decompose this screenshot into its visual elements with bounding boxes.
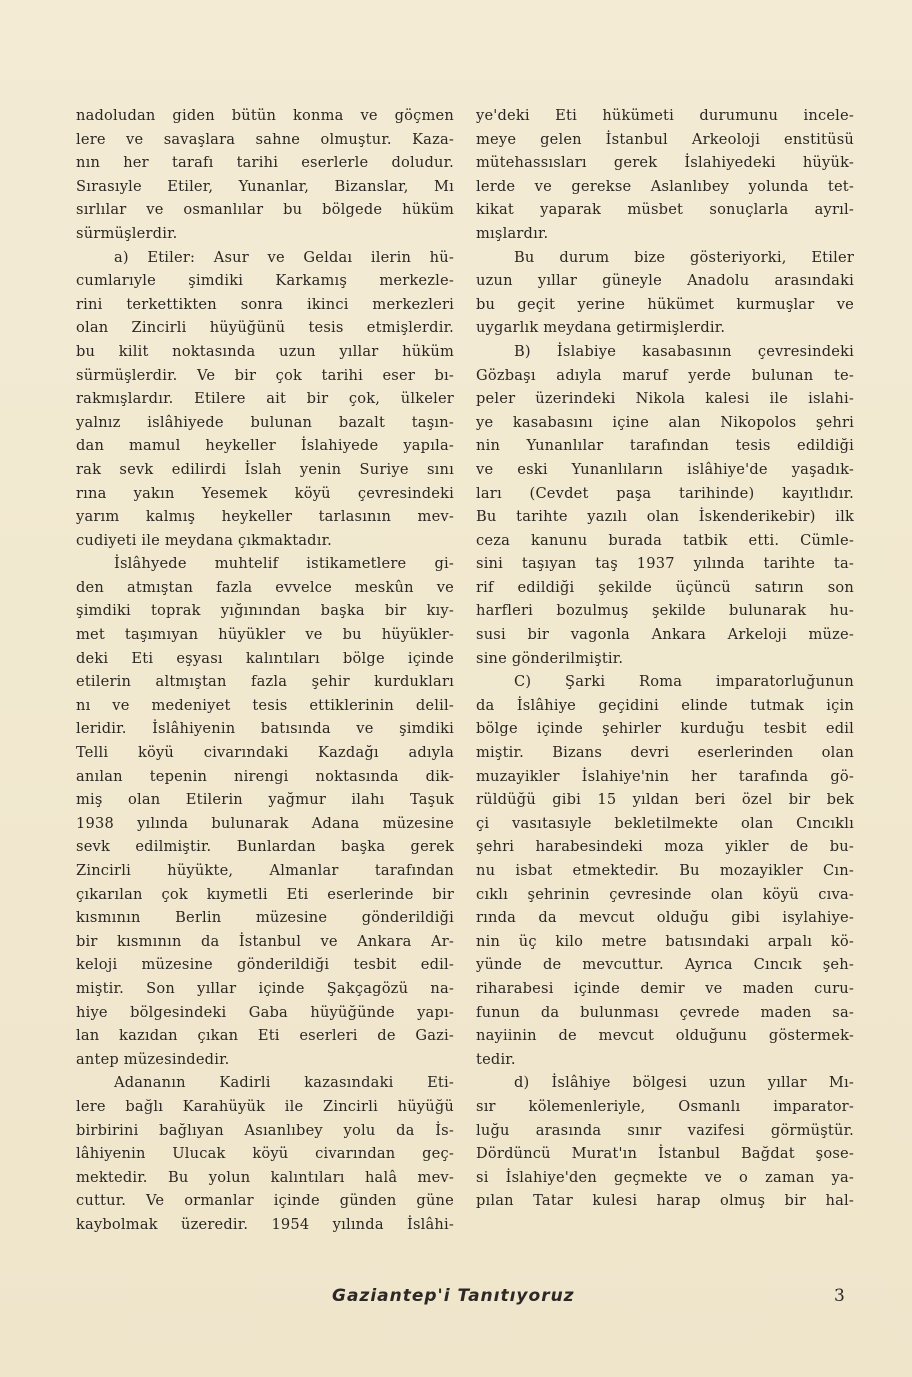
text-line: yalnız islâhiyede bulunan bazalt taşın- — [76, 413, 454, 431]
text-line: yarım kalmış heykeller tarlasının mev- — [76, 508, 454, 526]
text-line: susi bir vagonla Ankara Arkeloji müze- — [476, 626, 854, 644]
text-line: sürmüşlerdir. Ve bir çok tarihi eser bı- — [76, 366, 454, 384]
text-line: rak sevk edilirdi İslah yenin Suriye sını — [76, 460, 454, 478]
text-line: İslâhyede muhtelif istikametlere gi- — [114, 555, 454, 573]
text-line: si İslahiye'den geçmekte ve o zaman ya- — [476, 1168, 854, 1186]
text-line: luğu arasında sınır vazifesi görmüştür. — [476, 1121, 854, 1139]
text-line: sine gönderilmiştir. — [476, 649, 624, 667]
text-line: bölge içinde şehirler kurduğu tesbit edil — [476, 720, 854, 738]
text-line: rif edildiği şekilde üçüncü satırın son — [476, 578, 854, 596]
text-line: tedir. — [476, 1050, 516, 1068]
text-line: nin Yunanlılar tarafından tesis edildiği — [476, 437, 854, 455]
text-line: nin üç kilo metre batısındaki arpalı kö- — [476, 932, 854, 950]
text-line: sürmüşlerdir. — [76, 224, 178, 242]
text-line: cudiyeti ile meydana çıkmaktadır. — [76, 531, 332, 549]
text-line: ve eski Yunanlıların islâhiye'de yaşadık- — [476, 460, 854, 478]
text-line: sini taşıyan taş 1937 yılında tarihte ta- — [476, 555, 854, 573]
text-line: da İslâhiye geçidini elinde tutmak için — [476, 696, 854, 714]
text-line: cumlarıyle şimdiki Karkamış merkezle- — [76, 272, 454, 290]
text-line: yünde de mevcuttur. Ayrıca Cıncık şeh- — [476, 956, 854, 974]
text-line: lerde ve gerekse Aslanlıbey yolunda tet- — [476, 177, 854, 195]
text-line: deki Eti eşyası kalıntıları bölge içinde — [76, 649, 454, 667]
text-line: riharabesi içinde demir ve maden curu- — [476, 979, 854, 997]
text-line: şimdiki toprak yığınından başka bir kıy- — [76, 602, 454, 620]
text-line: ları (Cevdet paşa tarihinde) kayıtlıdır. — [476, 484, 854, 502]
text-line: lan kazıdan çıkan Eti eserleri de Gazi- — [76, 1027, 454, 1045]
text-line: d) İslâhiye bölgesi uzun yıllar Mı- — [514, 1074, 854, 1092]
text-line: pılan Tatar kulesi harap olmuş bir hal- — [476, 1192, 854, 1210]
text-line: etilerin altmıştan fazla şehir kurdukları — [76, 673, 454, 691]
text-line: miş olan Etilerin yağmur ilahı Taşuk — [76, 791, 454, 809]
text-line: met taşımıyan hüyükler ve bu hüyükler- — [76, 626, 454, 644]
text-line: uygarlık meydana getirmişlerdir. — [476, 319, 726, 337]
text-line: miştir. Son yıllar içinde Şakçagözü na- — [76, 979, 454, 997]
text-line: antep müzesindedir. — [76, 1050, 230, 1068]
text-line: nı ve medeniyet tesis ettiklerinin delil- — [76, 696, 454, 714]
text-line: mektedir. Bu yolun kalıntıları halâ mev- — [76, 1168, 454, 1186]
text-line: 1938 yılında bulunarak Adana müzesine — [76, 814, 454, 832]
text-line: nın her tarafı tarihi eserlerle doludur. — [76, 154, 454, 172]
text-line: lere ve savaşlara sahne olmuştur. Kaza- — [76, 130, 454, 148]
text-line: ye'deki Eti hükümeti durumunu incele- — [476, 107, 854, 124]
text-line: rüldüğü gibi 15 yıldan beri özel bir bek — [476, 791, 854, 809]
text-line: sırlılar ve osmanlılar bu bölgede hüküm — [76, 201, 454, 219]
text-line: C) Şarki Roma imparatorluğunun — [514, 673, 854, 691]
text-line: harfleri bozulmuş şekilde bulunarak hu- — [476, 602, 854, 620]
text-line: bu kilit noktasında uzun yıllar hüküm — [76, 342, 454, 360]
text-line: leridir. İslâhiyenin batısında ve şimdiki — [76, 720, 454, 738]
text-line: dan mamul heykeller İslahiyede yapıla- — [76, 437, 454, 455]
text-line: bir kısmının da İstanbul ve Ankara Ar- — [76, 932, 454, 950]
text-line: ceza kanunu burada tatbik etti. Cümle- — [476, 531, 854, 549]
text-line: Bu tarihte yazılı olan İskenderikebir) ilk — [476, 508, 854, 526]
text-line: birbirini bağlıyan Asıanlıbey yolu da İs- — [76, 1121, 454, 1139]
text-line: kısmının Berlin müzesine gönderildiği — [76, 909, 454, 927]
text-line: rini terkettikten sonra ikinci merkezleri — [76, 295, 454, 313]
text-line: Gözbaşı adıyla maruf yerde bulunan te- — [476, 366, 854, 384]
text-line: B) İslabiye kasabasının çevresindeki — [514, 342, 854, 360]
text-line: rakmışlardır. Etilere ait bir çok, ülkeler — [76, 390, 454, 408]
text-line: kikat yaparak müsbet sonuçlarla ayrıl- — [476, 201, 854, 219]
text-line: nayiinin de mevcut olduğunu göstermek- — [476, 1027, 854, 1045]
right-text-column — [476, 104, 854, 1213]
page-number: 3 — [834, 1286, 845, 1306]
text-line: den atmıştan fazla evvelce meskûn ve — [76, 578, 454, 596]
text-line: anılan tepenin nirengi noktasında dik- — [76, 767, 454, 785]
text-line: a) Etiler: Asur ve Geldaı ilerin hü- — [114, 248, 454, 266]
footer-title: Gaziantep'i Tanıtıyoruz — [332, 1286, 575, 1306]
text-line: mütehassısları gerek İslahiyedeki hüyük- — [476, 154, 854, 172]
text-line: bu geçit yerine hükümet kurmuşlar ve — [476, 295, 854, 313]
text-line: ye kasabasını içine alan Nikopolos şehri — [476, 413, 854, 431]
text-line: peler üzerindeki Nikola kalesi ile islahi- — [476, 390, 854, 408]
text-line: cıklı şehrinin çevresinde olan köyü cıva- — [476, 885, 854, 903]
text-line: Zincirli hüyükte, Almanlar tarafından — [76, 862, 454, 879]
text-line: lere bağlı Karahüyük ile Zincirli hüyüğü — [76, 1097, 454, 1115]
text-line: mışlardır. — [476, 224, 549, 242]
text-line: sevk edilmiştir. Bunlardan başka gerek — [76, 838, 454, 856]
text-line: nu isbat etmektedir. Bu mozayikler Cın- — [476, 862, 854, 879]
text-line: Bu durum bize gösteriyorki, Etiler — [514, 248, 854, 266]
text-line: kaybolmak üzeredir. 1954 yılında İslâhi- — [76, 1215, 454, 1233]
text-line: Adananın Kadirli kazasındaki Eti- — [114, 1074, 454, 1092]
text-line: olan Zincirli hüyüğünü tesis etmişlerdir. — [76, 319, 454, 337]
text-line: çi vasıtasıyle bekletilmekte olan Cıncıklı — [476, 814, 854, 832]
text-line: nadoludan giden bütün konma ve göçmen — [76, 107, 454, 124]
left-text-column — [76, 104, 454, 1237]
text-line: Dördüncü Murat'ın İstanbul Bağdat şose- — [476, 1145, 854, 1163]
text-line: sır kölemenleriyle, Osmanlı imparator- — [476, 1097, 854, 1115]
text-line: keloji müzesine gönderildiği tesbit edil- — [76, 956, 454, 974]
text-line: lâhiyenin Ulucak köyü civarından geç- — [76, 1145, 454, 1163]
text-line: funun da bulunması çevrede maden sa- — [476, 1003, 854, 1021]
text-line: şehri harabesindeki moza yikler de bu- — [476, 838, 854, 856]
text-line: miştir. Bizans devri eserlerinden olan — [476, 744, 854, 762]
text-line: rına yakın Yesemek köyü çevresindeki — [76, 484, 454, 502]
text-line: muzayikler İslahiye'nin her tarafında gö- — [476, 767, 854, 785]
text-line: Telli köyü civarındaki Kazdağı adıyla — [76, 744, 454, 762]
text-line: Sırasıyle Etiler, Yunanlar, Bizanslar, Mı — [76, 177, 454, 195]
text-line: cuttur. Ve ormanlar içinde günden güne — [76, 1192, 454, 1210]
text-line: çıkarılan çok kıymetli Eti eserlerinde bir — [76, 885, 454, 903]
text-line: uzun yıllar güneyle Anadolu arasındaki — [476, 272, 854, 290]
text-line: rında da mevcut olduğu gibi isylahiye- — [476, 909, 854, 927]
text-line: meye gelen İstanbul Arkeoloji enstitüsü — [476, 130, 854, 148]
text-line: hiye bölgesindeki Gaba hüyüğünde yapı- — [76, 1003, 454, 1021]
